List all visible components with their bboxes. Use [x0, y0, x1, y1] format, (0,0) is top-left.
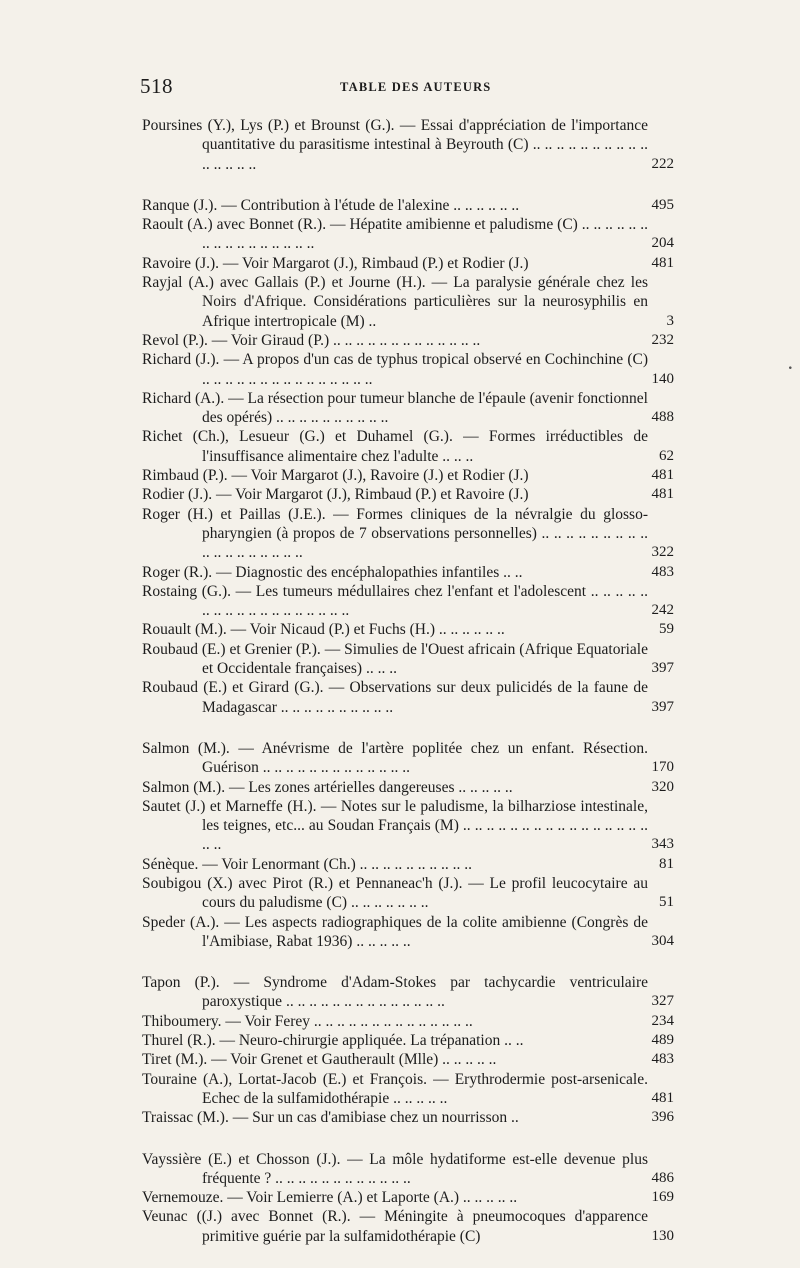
- entry-text: Salmon (M.). — Les zones artérielles dangereuses .. .. .. .. ..: [142, 778, 513, 796]
- entry-page-number: 304: [651, 932, 674, 949]
- index-entry: [142, 215, 672, 254]
- entry-page-number: 343: [651, 836, 674, 853]
- running-head: TABLE DES AUTEURS: [340, 80, 492, 94]
- entry-text: Ranque (J.). — Contribution à l'étude de l'alexine .. .. .. .. .. ..: [142, 196, 520, 214]
- entry-page-number: 81: [659, 855, 674, 872]
- entry-page-number: 59: [659, 621, 674, 638]
- index-entry: [142, 739, 672, 778]
- entry-page-number: 397: [651, 698, 674, 715]
- author-index: [142, 116, 672, 1268]
- entry-text: Veunac ((J.) avec Bonnet (R.). — Méningite à pneumocoques d'apparence primitive guérie par la sulfamidothérapie (C): [142, 1208, 648, 1245]
- entry-text: Thurel (R.). — Neuro-chirurgie appliquée. La trépanation .. ..: [142, 1032, 524, 1050]
- index-entry: [142, 582, 672, 621]
- entry-page-number: 140: [651, 370, 674, 387]
- entry-page-number: 242: [651, 602, 674, 619]
- index-entry: [142, 874, 672, 913]
- entry-text: Rodier (J.). — Voir Margarot (J.), Rimbaud (P.) et Ravoire (J.): [142, 486, 529, 504]
- index-entry: [142, 778, 672, 797]
- entry-text: Richard (J.). — A propos d'un cas de typhus tropical observé en Cochinchine (C) .. .. .. .. .. .. .. .. .. .. .. .. .. .. ..: [142, 351, 648, 388]
- entry-text: Rayjal (A.) avec Gallais (P.) et Journe (H.). — La paralysie générale chez les Noirs d'Afrique. Considérations particulières sur la neurosyphilis en Afrique intertropicale (M) ..: [142, 274, 648, 330]
- entry-text: Salmon (M.). — Anévrisme de l'artère poplitée chez un enfant. Résection. Guérison .. .. .. .. .. .. .. .. .. .. .. .. ..: [142, 739, 648, 777]
- letter-group-p: [142, 116, 672, 174]
- entry-page-number: 483: [651, 563, 674, 580]
- entry-text: Rimbaud (P.). — Voir Margarot (J.), Ravoire (J.) et Rodier (J.): [142, 467, 529, 485]
- index-entry: [142, 563, 672, 582]
- entry-text: Roubaud (E.) et Girard (G.). — Observations sur deux pulicidés de la faune de Madagascar .. .. .. .. .. .. .. .. .. ..: [142, 679, 648, 716]
- entry-text: Sautet (J.) et Marneffe (H.). — Notes sur le paludisme, la bilharziose intestinale, les teignes, etc... au Soudan Français (M) .. .. .. .. .. .. .. .. .. .. .. .. .. .. .. .. .. ..: [142, 797, 648, 854]
- entry-page-number: 489: [651, 1032, 674, 1049]
- letter-group-r: [142, 196, 672, 717]
- entry-page-number: 396: [651, 1109, 674, 1126]
- index-entry: [142, 855, 672, 874]
- entry-text: Traissac (M.). — Sur un cas d'amibiase chez un nourrisson ..: [142, 1109, 519, 1127]
- entry-text: Raoult (A.) avec Bonnet (R.). — Hépatite amibienne et paludisme (C) .. .. .. .. .. .. .. .. .. .. .. .. .. .. .. ..: [142, 216, 648, 253]
- entry-page-number: 222: [651, 155, 674, 172]
- entry-text: Revol (P.). — Voir Giraud (P.) .. .. .. .. .. .. .. .. .. .. .. .. ..: [142, 331, 481, 349]
- entry-text: Richet (Ch.), Lesueur (G.) et Duhamel (G.). — Formes irréductibles de l'insuffisance alimentaire chez l'adulte .. .. ..: [142, 428, 648, 465]
- index-entry: [142, 350, 672, 389]
- letter-group-t: [142, 973, 672, 1127]
- entry-text: Tapon (P.). — Syndrome d'Adam-Stokes par tachycardie ventriculaire paroxystique .. .. .. .. .. .. .. .. .. .. .. .. .. ..: [142, 974, 648, 1011]
- entry-page-number: 481: [651, 254, 674, 271]
- index-entry: [142, 1108, 672, 1127]
- index-entry: [142, 1012, 672, 1031]
- entry-text: Rouault (M.). — Voir Nicaud (P.) et Fuchs (H.) .. .. .. .. .. ..: [142, 621, 505, 639]
- entry-page-number: 397: [651, 660, 674, 677]
- margin-mark: ·: [786, 355, 794, 380]
- index-entry: [142, 797, 672, 855]
- index-entry: [142, 1150, 672, 1189]
- index-entry: [142, 1188, 672, 1207]
- index-entry: [142, 116, 672, 174]
- entry-page-number: 327: [651, 993, 674, 1010]
- entry-text: Roger (R.). — Diagnostic des encéphalopathies infantiles .. ..: [142, 563, 523, 581]
- index-entry: [142, 913, 672, 952]
- page-header: [140, 74, 650, 102]
- index-entry: [142, 640, 672, 679]
- entry-text: Roubaud (E.) et Grenier (P.). — Simulies de l'Ouest africain (Afrique Equatoriale et Occidentale françaises) .. .. ..: [142, 640, 648, 678]
- entry-page-number: 495: [651, 196, 674, 213]
- entry-page-number: 170: [651, 759, 674, 776]
- entry-page-number: 51: [659, 894, 674, 911]
- entry-text: Touraine (A.), Lortat-Jacob (E.) et François. — Erythrodermie post-arsenicale. Echec de la sulfamidothérapie .. .. .. .. ..: [142, 1070, 648, 1107]
- entry-page-number: 3: [666, 312, 674, 329]
- index-entry: [142, 620, 672, 639]
- entry-text: Vernemouze. — Voir Lemierre (A.) et Laporte (A.) .. .. .. .. ..: [142, 1189, 518, 1207]
- entry-page-number: 204: [651, 235, 674, 252]
- entry-page-number: 62: [659, 447, 674, 464]
- entry-page-number: 169: [651, 1189, 674, 1206]
- entry-text: Poursines (Y.), Lys (P.) et Brounst (G.). — Essai d'appréciation de l'importance quantitative du parasitisme intestinal à Beyrouth (C) .. .. .. .. .. .. .. .. .. .. .. .. .. .. ..: [142, 117, 648, 173]
- index-entry: [142, 389, 672, 428]
- entry-page-number: 130: [651, 1227, 674, 1244]
- entry-text: Richard (A.). — La résection pour tumeur blanche de l'épaule (avenir fonctionnel des opérés) .. .. .. .. .. .. .. .. .. ..: [142, 389, 648, 427]
- entry-text: Thiboumery. — Voir Ferey .. .. .. .. .. .. .. .. .. .. .. .. .. ..: [142, 1012, 473, 1030]
- letter-group-v: [142, 1150, 672, 1246]
- index-entry: [142, 1031, 672, 1050]
- entry-text: Ravoire (J.). — Voir Margarot (J.), Rimbaud (P.) et Rodier (J.): [142, 254, 529, 272]
- entry-page-number: 481: [651, 486, 674, 503]
- entry-text: Vayssière (E.) et Chosson (J.). — La môle hydatiforme est-elle devenue plus fréquente ? .. .. .. .. .. .. .. .. .. .. .. ..: [142, 1150, 648, 1187]
- entry-text: Roger (H.) et Paillas (J.E.). — Formes cliniques de la névralgie du glosso-pharyngien (à propos de 7 observations personnelles) .. .. .. .. .. .. .. .. .. .. .. .. .. .. .. .. .. ..: [142, 505, 648, 562]
- entry-page-number: 481: [651, 467, 674, 484]
- entry-page-number: 481: [651, 1089, 674, 1106]
- index-entry: [142, 273, 672, 331]
- entry-page-number: 232: [651, 331, 674, 348]
- index-entry: [142, 1207, 672, 1246]
- index-entry: [142, 196, 672, 215]
- index-entry: [142, 427, 672, 466]
- entry-page-number: 234: [651, 1012, 674, 1029]
- index-entry: [142, 505, 672, 563]
- index-entry: [142, 254, 672, 273]
- entry-text: Soubigou (X.) avec Pirot (R.) et Pennaneac'h (J.). — Le profil leucocytaire au cours du paludisme (C) .. .. .. .. .. .. ..: [142, 874, 648, 912]
- index-entry: [142, 331, 672, 350]
- letter-group-s: [142, 739, 672, 951]
- index-entry: [142, 1070, 672, 1109]
- entry-text: Speder (A.). — Les aspects radiographiques de la colite amibienne (Congrès de l'Amibiase, Rabat 1936) .. .. .. .. ..: [142, 913, 648, 950]
- entry-text: Sénèque. — Voir Lenormant (Ch.) .. .. .. .. .. .. .. .. .. ..: [142, 855, 473, 873]
- entry-page-number: 320: [651, 778, 674, 795]
- entry-page-number: 483: [651, 1051, 674, 1068]
- index-entry: [142, 973, 672, 1012]
- entry-page-number: 486: [651, 1169, 674, 1186]
- entry-page-number: 322: [651, 544, 674, 561]
- entry-text: Tiret (M.). — Voir Grenet et Gautherault (Mlle) .. .. .. .. ..: [142, 1051, 497, 1069]
- index-entry: [142, 1050, 672, 1069]
- entry-page-number: 488: [651, 409, 674, 426]
- entry-text: Rostaing (G.). — Les tumeurs médullaires chez l'enfant et l'adolescent .. .. .. .. .. .. .. .. .. .. .. .. .. .. .. .. .. ..: [142, 582, 648, 620]
- index-entry: [142, 485, 672, 504]
- index-entry: [142, 466, 672, 485]
- index-entry: [142, 678, 672, 717]
- page-number: 518: [140, 74, 173, 98]
